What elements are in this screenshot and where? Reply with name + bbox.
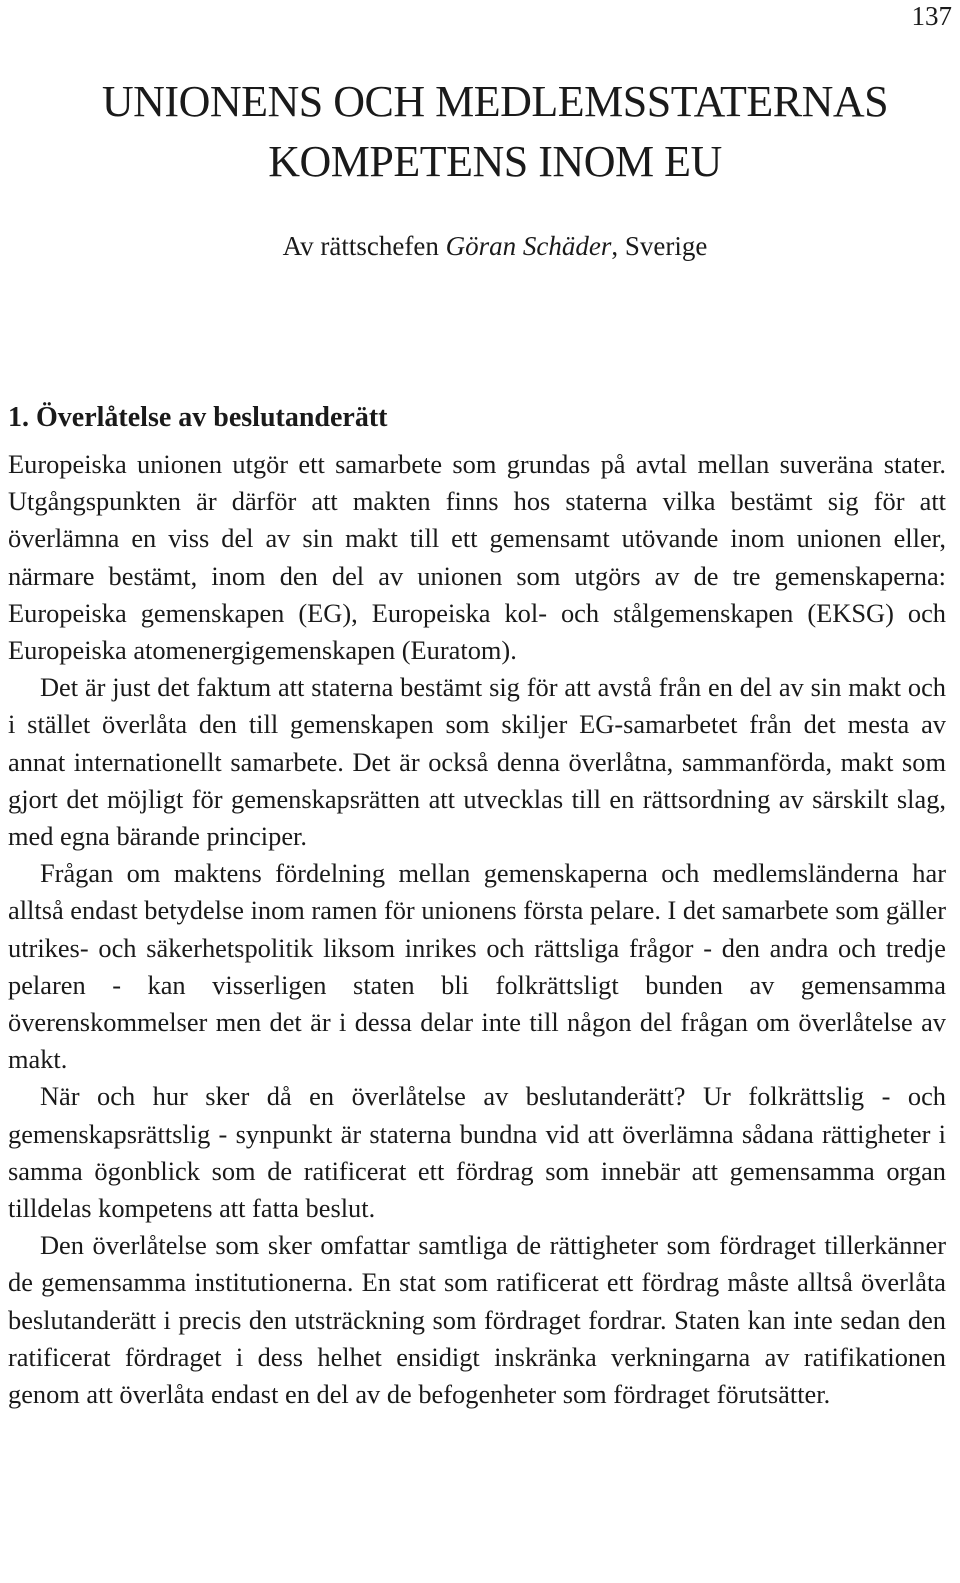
byline-prefix: Av rättschefen: [282, 231, 446, 261]
paragraph: När och hur sker då en överlåtelse av beslutanderätt? Ur folkrättslig - och gemenskapsrättslig - synpunkt är staterna bundna vid att överlämna sådana rättigheter i samma ögonblick som de ratificerat ett fördrag som innebär att gemensamma organ tilldelas kompetens att fatta beslut.: [8, 1081, 946, 1224]
paragraph: Europeiska unionen utgör ett samarbete som grundas på avtal mellan suveräna stater. Utgångspunkten är därför att makten finns hos staterna vilka bestämt sig för att överlämna en viss del av sin makt till ett gemensamt utövande inom unionen eller, närmare bestämt, inom den del av unionen som utgörs av de tre gemenskaperna: Europeiska gemenskapen (EG), Europeiska kol- och stålgemenskapen (EKSG) och Europeiska atomenergigemenskapen (Euratom).: [8, 449, 946, 666]
byline-author: Göran Schäder: [445, 231, 612, 261]
page-number: 137: [911, 1, 952, 31]
section-heading: 1. Överlåtelse av beslutanderätt: [8, 402, 388, 433]
paragraph: Frågan om maktens fördelning mellan gemenskaperna och medlemsländerna har alltså endast betydelse inom ramen för unionens första pelare. I det samarbete som gäller utrikes- och säkerhetspolitik liksom inrikes och rättsliga frågor - den andra och tredje pelaren - kan visserligen staten bli folkrättsligt bunden av gemensamma överenskommelser men det är i dessa delar inte till någon del frågan om överlåtelse av makt.: [8, 858, 947, 1075]
paragraph: Den överlåtelse som sker omfattar samtliga de rättigheter som fördraget tillerkänner de gemensamma institutionerna. En stat som ratificerat ett fördrag måste alltså överlåta beslutanderätt i precis den utsträckning som fördraget fordrar. Staten kan inte sedan den ratificerat fördraget i dess helhet ensidigt inskränka verkningarna av ratifikationen genom att överlåta endast en del av de befogenheter som fördraget förutsätter.: [8, 1230, 946, 1410]
byline-suffix: , Sverige: [611, 231, 708, 261]
paragraph: Det är just det faktum att staterna bestämt sig för att avstå från en del av sin makt och i stället överlåta den till gemenskapen som skiljer EG-samarbetet från det mesta av annat internationellt samarbete. Det är också denna överlåtna, sammanförda, makt som gjort det möjligt för gemenskapsrätten att utvecklas till en rättsordning av särskilt slag, med egna bärande principer.: [8, 672, 946, 852]
body-text: [8, 446, 946, 1413]
byline: [0, 226, 960, 266]
article-title-line-1: UNIONENS OCH MEDLEMSSTATERNAS: [101, 77, 889, 126]
article-title: [0, 72, 960, 192]
article-title-line-2: KOMPETENS INOM EU: [268, 137, 722, 186]
